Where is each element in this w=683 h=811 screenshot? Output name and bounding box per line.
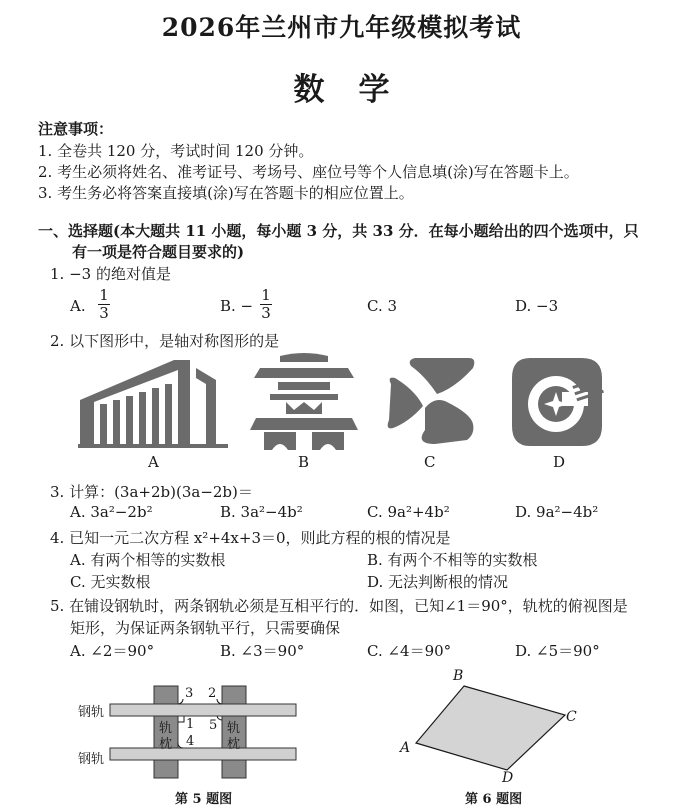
- figure-d-logo-icon: [510, 356, 612, 450]
- angle-4-label: 4: [186, 734, 195, 749]
- sleeper-left-label-2: 枕: [159, 737, 173, 752]
- q1-b-numerator: 1: [261, 286, 271, 304]
- q5-option-d: D. ∠5＝90°: [515, 642, 600, 660]
- q1-option-c: C. 3: [367, 297, 398, 315]
- angle-5-label: 5: [209, 718, 218, 733]
- q3-stem: 3. 计算：(3a+2b)(3a−2b)＝: [50, 483, 253, 501]
- q1-a-denominator: 3: [99, 304, 109, 322]
- vertex-a-label: A: [400, 740, 411, 756]
- figure-6-caption: 第 6 题图: [465, 792, 523, 807]
- subject-title: 数学: [293, 72, 424, 108]
- note-item-3: 3. 考生务必将答案直接填(涂)写在答题卡的相应位置上。: [38, 184, 414, 202]
- figure-c-swirl-icon: [385, 354, 477, 448]
- q1-stem: 1. −3 的绝对值是: [50, 265, 171, 283]
- section-heading-line2: 有一项是符合题目要求的): [72, 243, 245, 261]
- exam-title: 2026年兰州市九年级模拟考试: [161, 13, 522, 42]
- figure-a-building-icon: [78, 358, 230, 450]
- angle-3-label: 3: [185, 686, 194, 701]
- q1-option-a-label: A.: [70, 297, 86, 315]
- q5-stem-line2: 矩形，为保证两条钢轨平行，只需要确保: [70, 619, 341, 637]
- rail-label-bottom: 钢轨: [78, 752, 105, 767]
- q3-option-b: B. 3a²−4b²: [220, 503, 303, 521]
- q1-option-d: D. −3: [515, 297, 559, 315]
- q3-option-d: D. 9a²−4b²: [515, 503, 599, 521]
- q5-stem-line1: 5. 在铺设钢轨时，两条钢轨必须是互相平行的．如图，已知∠1＝90°，轨枕的俯视图是: [50, 597, 628, 615]
- sleeper-right-label-1: 轨: [227, 721, 241, 736]
- q1-option-b-fraction: [260, 287, 272, 322]
- q4-stem: 4. 已知一元二次方程 x²+4x+3＝0，则此方程的根的情况是: [50, 529, 451, 547]
- angle-1-label: 1: [186, 717, 195, 732]
- notes-heading: 注意事项：: [38, 120, 114, 138]
- figure-5-caption: 第 5 题图: [175, 792, 233, 807]
- q5-option-c: C. ∠4＝90°: [367, 642, 452, 660]
- sleeper-right-label-2: 枕: [227, 737, 241, 752]
- q3-option-a: A. 3a²−2b²: [70, 503, 153, 521]
- q4-option-c: C. 无实数根: [70, 573, 151, 591]
- q4-option-a: A. 有两个相等的实数根: [70, 551, 226, 569]
- vertex-c-label: C: [566, 709, 577, 725]
- q1-b-denominator: 3: [261, 304, 271, 322]
- sleeper-left-label-1: 轨: [159, 721, 173, 736]
- rail-top: [110, 704, 296, 716]
- figure-6-quadrilateral: [410, 680, 580, 784]
- q4-option-b: B. 有两个不相等的实数根: [367, 551, 538, 569]
- figure-a-label: A: [148, 453, 159, 471]
- vertex-d-label: D: [502, 770, 514, 786]
- note-item-2: 2. 考生必须将姓名、准考证号、考场号、座位号等个人信息填(涂)写在答题卡上。: [38, 163, 579, 181]
- rail-label-top: 钢轨: [78, 705, 105, 720]
- q1-option-b-label: B. −: [220, 297, 254, 315]
- q2-stem: 2. 以下图形中，是轴对称图形的是: [50, 332, 280, 350]
- q5-option-a: A. ∠2＝90°: [70, 642, 155, 660]
- q5-option-b: B. ∠3＝90°: [220, 642, 305, 660]
- note-item-1: 1. 全卷共 120 分，考试时间 120 分钟。: [38, 142, 314, 160]
- section-heading-line1: 一、选择题(本大题共 11 小题，每小题 3 分，共 33 分．在每小题给出的四个选项中，只: [38, 222, 639, 240]
- figure-d-label: D: [553, 453, 566, 471]
- figure-5-rails-diagram: [110, 684, 300, 784]
- q1-a-numerator: 1: [99, 286, 109, 304]
- rail-bottom: [110, 748, 296, 760]
- q1-option-a-fraction: [98, 287, 110, 322]
- q3-option-c: C. 9a²+4b²: [367, 503, 450, 521]
- figure-b-label: B: [298, 453, 310, 471]
- q4-option-d: D. 无法判断根的情况: [367, 573, 509, 591]
- figure-c-label: C: [424, 453, 436, 471]
- figure-b-pavilion-icon: [250, 352, 358, 452]
- angle-2-label: 2: [208, 686, 217, 701]
- vertex-b-label: B: [453, 668, 464, 684]
